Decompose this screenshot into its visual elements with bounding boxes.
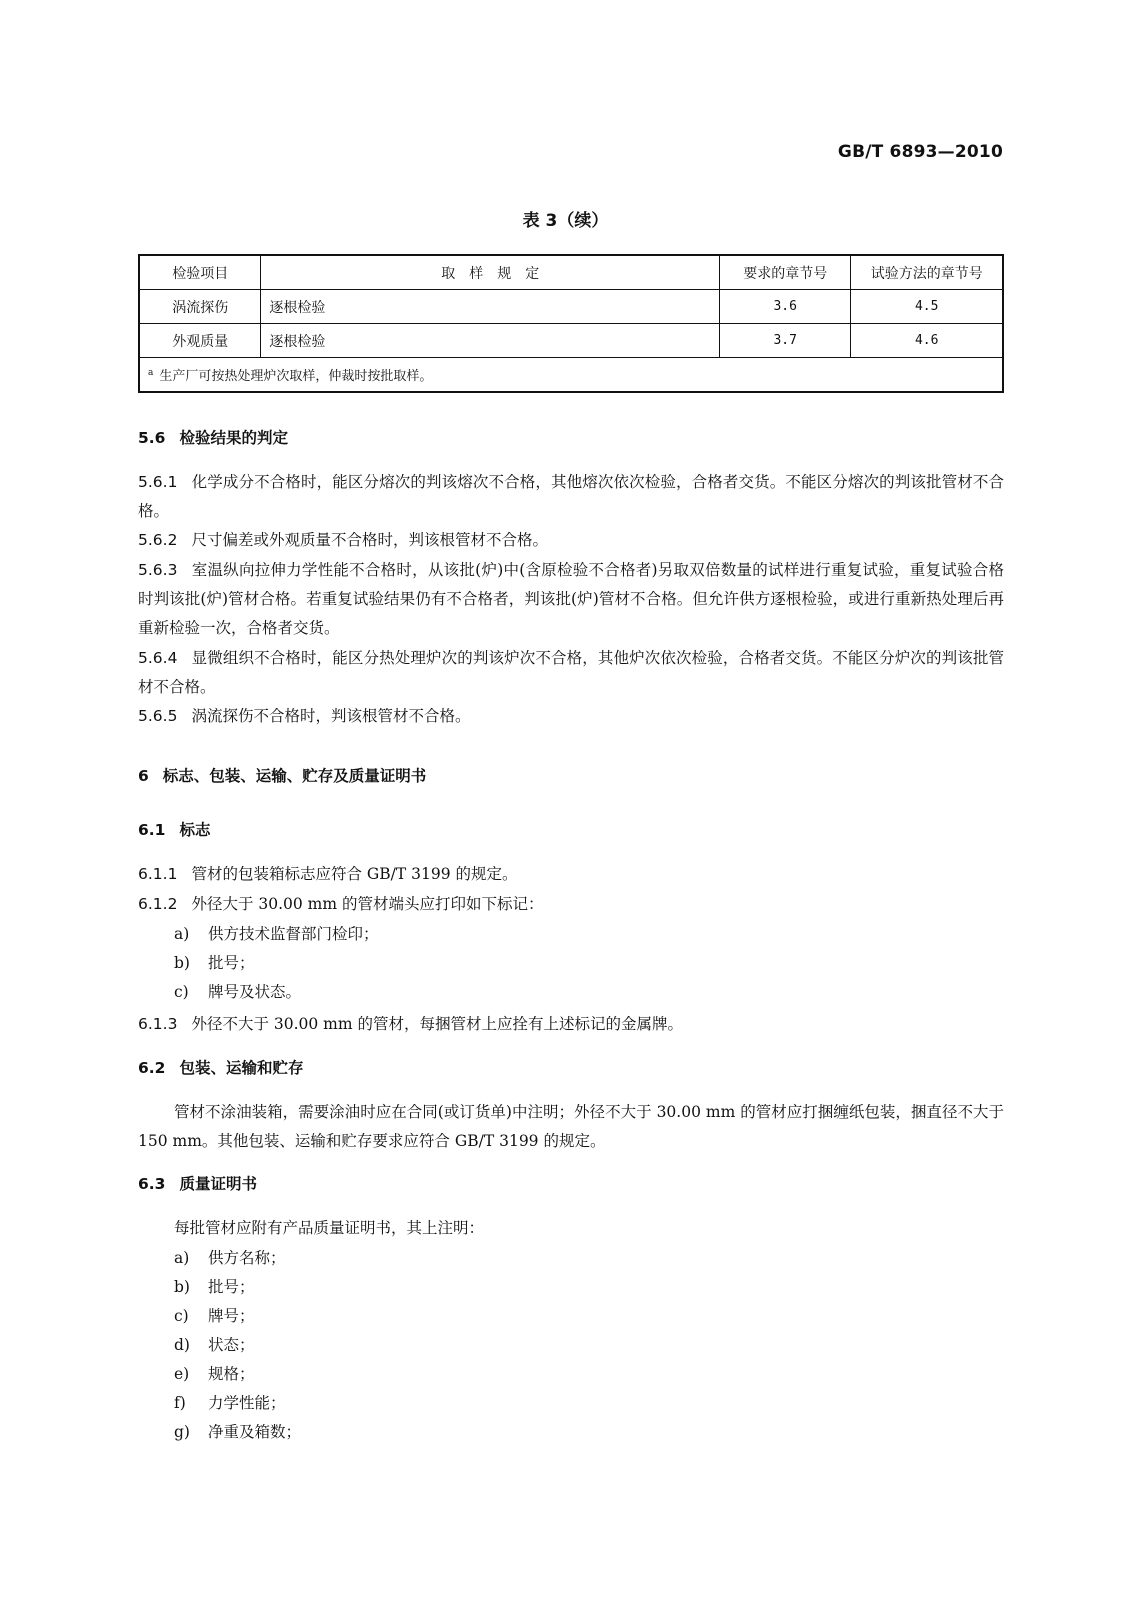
clause-number: 5.6.1 xyxy=(138,473,178,491)
list-item: e) 规格； xyxy=(174,1365,255,1383)
section-number: 6.3 xyxy=(138,1175,166,1193)
section-title: 检验结果的判定 xyxy=(179,429,288,447)
clause-6-1-2 xyxy=(138,890,1004,919)
section-title: 标志 xyxy=(179,821,211,839)
clause-text: 涡流探伤不合格时，判该根管材不合格。 xyxy=(191,707,471,725)
section-number: 6 xyxy=(138,767,149,785)
marking-list xyxy=(138,920,1004,1007)
paragraph: 每批管材应附有产品质量证明书，其上注明： xyxy=(174,1219,485,1237)
list-item: b) 批号； xyxy=(174,1278,255,1296)
cell-method: 4.6 xyxy=(851,324,1003,358)
section-6-2 xyxy=(138,1054,1004,1083)
section-6-1 xyxy=(138,816,1004,845)
list-item: b) 批号； xyxy=(174,954,255,972)
list-item: d) 状态； xyxy=(174,1336,255,1354)
section-title: 包装、运输和贮存 xyxy=(179,1059,304,1077)
col-header-req: 要求的章节号 xyxy=(720,255,851,290)
section-heading xyxy=(138,762,1004,791)
list-item: c) 牌号及状态。 xyxy=(174,983,302,1001)
clause-number: 6.1.2 xyxy=(138,895,178,913)
clause-5-6-2 xyxy=(138,526,1004,555)
list-item: c) 牌号； xyxy=(174,1307,255,1325)
table-header-row xyxy=(139,255,1003,290)
section-heading xyxy=(138,1054,1004,1083)
table-footnote-row xyxy=(139,358,1003,393)
col-header-item: 检验项目 xyxy=(139,255,261,290)
clause-text: 显微组织不合格时，能区分热处理炉次的判该炉次不合格，其他炉次依次检验，合格者交货。不能区分炉次的判该批管材不合格。 xyxy=(138,649,1004,696)
table-title: 表 3（续） xyxy=(522,211,609,231)
section-heading xyxy=(138,424,1004,453)
clause-text: 室温纵向拉伸力学性能不合格时，从该批(炉)中(含原检验不合格者)另取双倍数量的试样进行重复试验，重复试验合格时判该批(炉)管材合格。若重复试验结果仍有不合格者，判该批(炉)管材不合格。但允许供方逐根检验，或进行重新热处理后再重新检验一次，合格者交货。 xyxy=(138,561,1004,637)
cell-item: 涡流探伤 xyxy=(139,290,261,324)
table-footnote xyxy=(139,358,1003,393)
col-header-method: 试验方法的章节号 xyxy=(851,255,1003,290)
clause-text: 外径不大于 30.00 mm 的管材，每捆管材上应拴有上述标记的金属牌。 xyxy=(191,1015,684,1033)
standard-code: GB/T 6893—2010 xyxy=(837,142,1003,162)
footnote-mark: a xyxy=(148,367,154,378)
clause-6-1-1 xyxy=(138,860,1004,889)
footnote-text: 生产厂可按热处理炉次取样，仲裁时按批取样。 xyxy=(159,369,433,384)
inspection-table xyxy=(138,254,1004,393)
clause-6-1-3 xyxy=(138,1010,1004,1039)
section-number: 6.1 xyxy=(138,821,166,839)
list-item: f) 力学性能； xyxy=(174,1394,286,1412)
list-item: a) 供方技术监督部门检印； xyxy=(174,925,379,943)
clause-number: 5.6.5 xyxy=(138,707,178,725)
clause-5-6-4 xyxy=(138,644,1004,702)
table-row xyxy=(139,290,1003,324)
clause-number: 5.6.3 xyxy=(138,561,178,579)
clause-number: 5.6.4 xyxy=(138,649,178,667)
section-5-6 xyxy=(138,424,1004,453)
section-6 xyxy=(138,762,1004,791)
section-6-2-text xyxy=(138,1098,1004,1156)
section-title: 标志、包装、运输、贮存及质量证明书 xyxy=(162,767,427,785)
clause-text: 管材的包装箱标志应符合 GB/T 3199 的规定。 xyxy=(191,865,518,883)
list-item: g) 净重及箱数； xyxy=(174,1423,302,1441)
clause-5-6-5 xyxy=(138,702,1004,731)
section-title: 质量证明书 xyxy=(179,1175,257,1193)
section-number: 6.2 xyxy=(138,1059,166,1077)
cell-item: 外观质量 xyxy=(139,324,261,358)
cell-method: 4.5 xyxy=(851,290,1003,324)
clause-text: 化学成分不合格时，能区分熔次的判该熔次不合格，其他熔次依次检验，合格者交货。不能区分熔次的判该批管材不合格。 xyxy=(138,473,1004,520)
section-heading xyxy=(138,1170,1004,1199)
clause-text: 尺寸偏差或外观质量不合格时，判该根管材不合格。 xyxy=(191,531,548,549)
clause-5-6-3 xyxy=(138,556,1004,643)
cell-req: 3.7 xyxy=(720,324,851,358)
section-heading xyxy=(138,816,1004,845)
clause-text: 外径大于 30.00 mm 的管材端头应打印如下标记： xyxy=(191,895,544,913)
cell-req: 3.6 xyxy=(720,290,851,324)
paragraph: 管材不涂油装箱，需要涂油时应在合同(或订货单)中注明；外径不大于 30.00 mm 的管材应打捆缠纸包装，捆直径不大于 150 mm。其他包装、运输和贮存要求应符合 GB/T 3199 的规定。 xyxy=(138,1103,1004,1150)
table-row xyxy=(139,324,1003,358)
clause-number: 6.1.3 xyxy=(138,1015,178,1033)
col-header-rule: 取 样 规 定 xyxy=(261,255,720,290)
cell-rule: 逐根检验 xyxy=(261,324,720,358)
list-item: a) 供方名称； xyxy=(174,1249,286,1267)
certificate-list xyxy=(138,1244,1004,1447)
clause-number: 6.1.1 xyxy=(138,865,178,883)
section-number: 5.6 xyxy=(138,429,166,447)
clause-5-6-1 xyxy=(138,468,1004,526)
clause-number: 5.6.2 xyxy=(138,531,178,549)
section-6-3-intro xyxy=(138,1214,1004,1243)
section-6-3 xyxy=(138,1170,1004,1199)
cell-rule: 逐根检验 xyxy=(261,290,720,324)
